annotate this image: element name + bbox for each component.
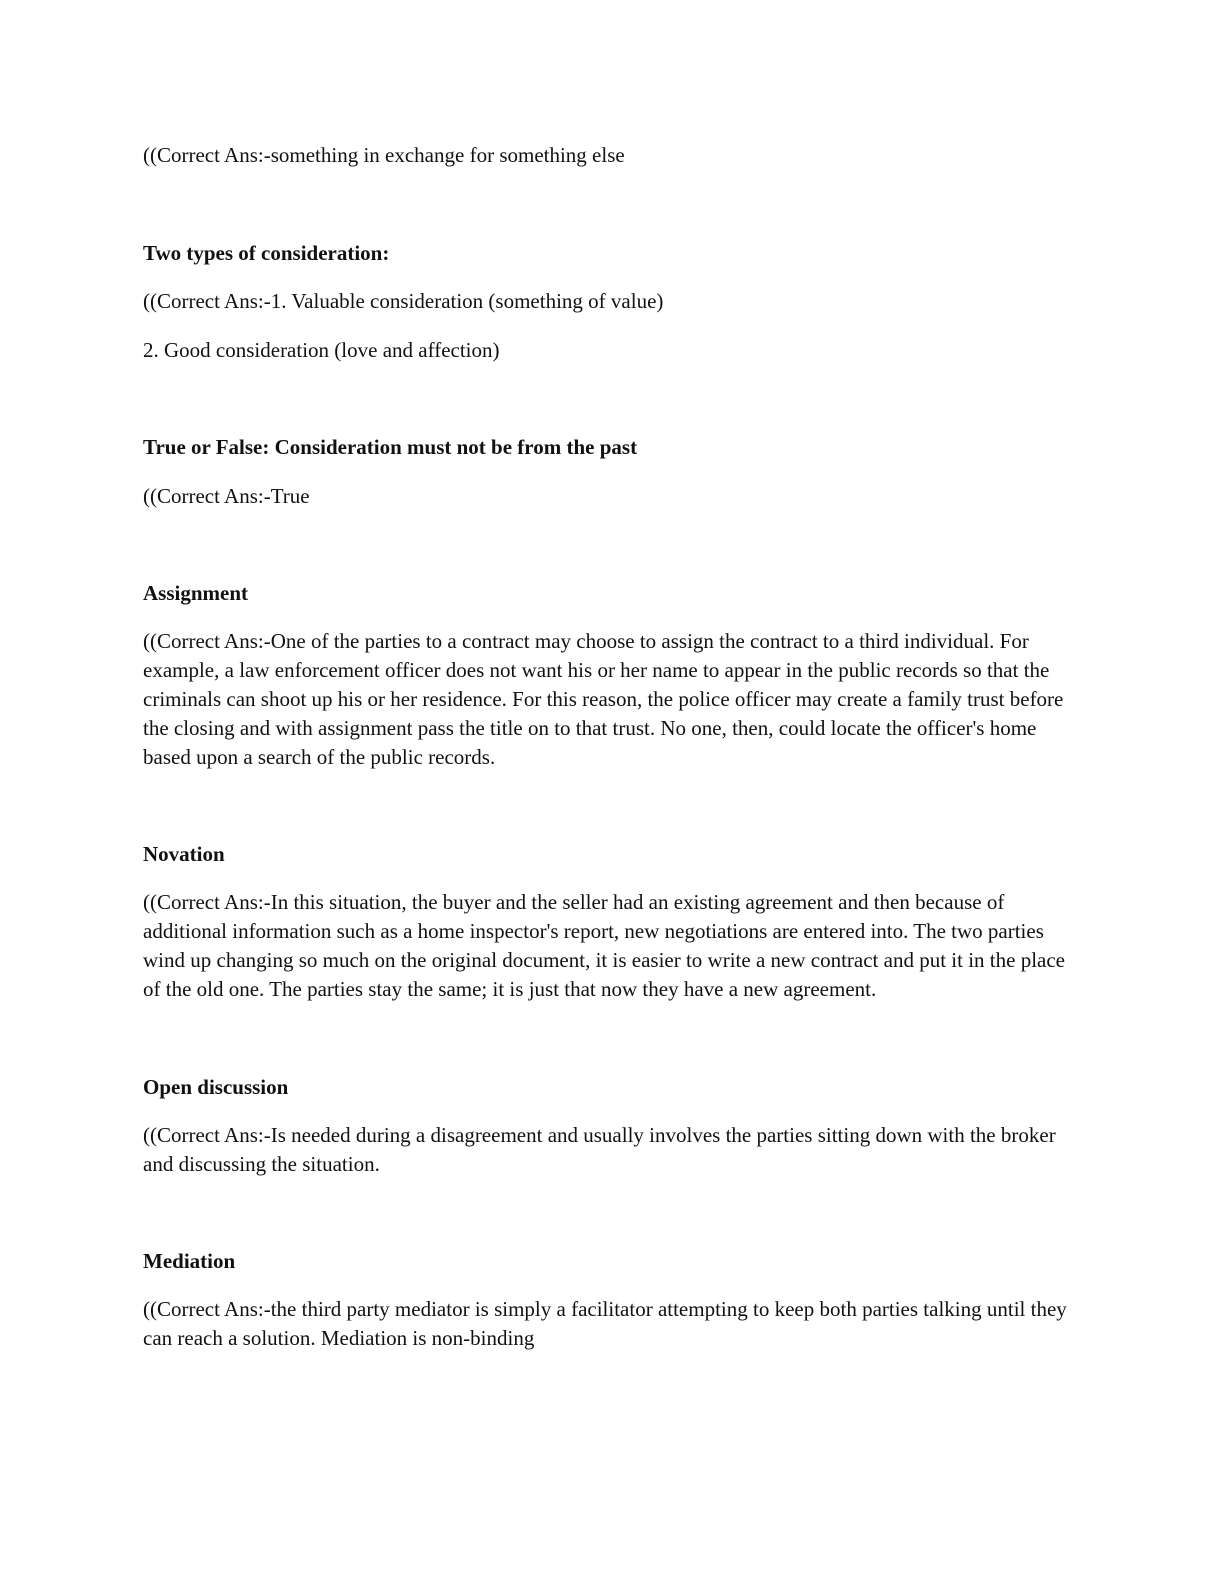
question-heading: True or False: Consideration must not be from the past <box>143 435 638 459</box>
answer-text: ((Correct Ans:-In this situation, the buyer and the seller had an existing agreement and then because of additional information such as a home inspector's report, new negotiations are entered into. The two parties wind up changing so much on the original document, it is easier to write a new contract and put it in the place of the old one. The parties stay the same; it is just that now they have a new agreement. <box>143 890 1066 1001</box>
answer-text: ((Correct Ans:-the third party mediator is simply a facilitator attempting to keep both parties talking until they can reach a solution. Mediation is non-binding <box>143 1297 1067 1350</box>
answer-text: ((Correct Ans:-Is needed during a disagreement and usually involves the parties sitting down with the broker and discussing the situation. <box>143 1123 1056 1176</box>
answer-text: ((Correct Ans:-1. Valuable consideration (something of value) <box>143 289 664 313</box>
answer-text: ((Correct Ans:-something in exchange for something else <box>143 143 625 167</box>
question-heading: Mediation <box>143 1249 236 1273</box>
answer-text-line-2: 2. Good consideration (love and affection) <box>143 338 500 362</box>
question-heading: Assignment <box>143 581 249 605</box>
answer-text: ((Correct Ans:-True <box>143 484 310 508</box>
answer-text: ((Correct Ans:-One of the parties to a contract may choose to assign the contract to a third individual. For example, a law enforcement officer does not want his or her name to appear in the public records so that the criminals can shoot up his or her residence. For this reason, the police officer may create a family trust before the closing and with assignment pass the title on to that trust. No one, then, could locate the officer's home based upon a search of the public records. <box>143 629 1064 769</box>
question-heading: Two types of consideration: <box>143 241 390 265</box>
question-heading: Open discussion <box>143 1075 289 1099</box>
question-heading: Novation <box>143 842 225 866</box>
